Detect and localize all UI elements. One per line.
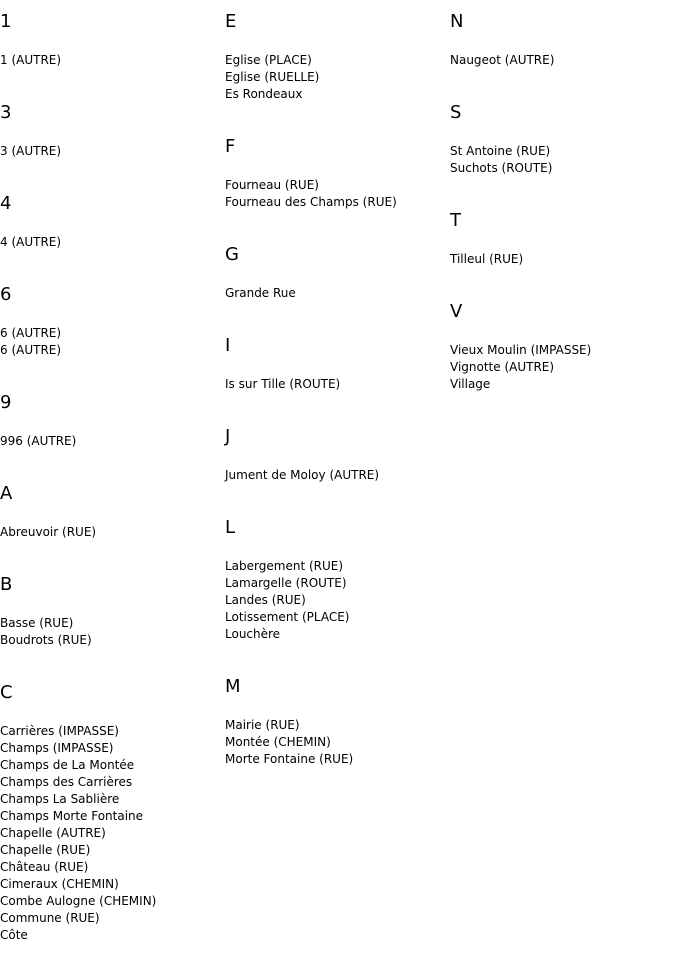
street-link[interactable]: Champs (IMPASSE) xyxy=(0,741,114,755)
street-list xyxy=(0,325,220,359)
street-link[interactable]: Eglise (RUELLE) xyxy=(225,70,320,84)
street-link[interactable]: Champs Morte Fontaine xyxy=(0,809,144,823)
street-link[interactable]: St Antoine (RUE) xyxy=(450,144,551,158)
letter-heading: J xyxy=(225,426,231,447)
index-column-1 xyxy=(0,0,220,966)
street-list xyxy=(0,433,220,450)
letter-group xyxy=(0,182,220,251)
street-link[interactable]: Abreuvoir (RUE) xyxy=(0,525,97,539)
street-list xyxy=(225,285,445,302)
letter-group xyxy=(0,273,220,359)
street-link[interactable]: Labergement (RUE) xyxy=(225,559,344,573)
street-link[interactable]: 4 (AUTRE) xyxy=(0,235,62,249)
street-link[interactable]: Fourneau (RUE) xyxy=(225,178,319,192)
street-link[interactable]: Village xyxy=(450,377,491,391)
street-list xyxy=(225,376,445,393)
letter-group xyxy=(225,415,445,484)
street-link[interactable]: Commune (RUE) xyxy=(0,911,100,925)
letter-group xyxy=(0,563,220,649)
letter-heading: N xyxy=(450,11,464,32)
street-link[interactable]: Fourneau des Champs (RUE) xyxy=(225,195,397,209)
letter-group xyxy=(450,199,670,268)
letter-heading: 4 xyxy=(0,193,12,214)
letter-group xyxy=(0,381,220,450)
letter-heading: A xyxy=(0,483,13,504)
street-list xyxy=(0,723,220,944)
letter-heading: B xyxy=(0,574,13,595)
letter-heading: G xyxy=(225,244,239,265)
street-list xyxy=(450,52,670,69)
letter-heading: F xyxy=(225,136,236,157)
street-link[interactable]: Vignotte (AUTRE) xyxy=(450,360,555,374)
street-link[interactable]: 996 (AUTRE) xyxy=(0,434,77,448)
street-link[interactable]: Louchère xyxy=(225,627,281,641)
street-link[interactable]: 3 (AUTRE) xyxy=(0,144,62,158)
street-link[interactable]: Côte xyxy=(0,928,28,942)
street-link[interactable]: Chapelle (AUTRE) xyxy=(0,826,106,840)
street-list xyxy=(225,52,445,103)
street-link[interactable]: 6 (AUTRE) xyxy=(0,343,62,357)
letter-heading: 9 xyxy=(0,392,12,413)
street-list xyxy=(450,143,670,177)
letter-heading: T xyxy=(450,210,461,231)
letter-heading: 6 xyxy=(0,284,12,305)
street-link[interactable]: Es Rondeaux xyxy=(225,87,303,101)
street-link[interactable]: Naugeot (AUTRE) xyxy=(450,53,555,67)
letter-group xyxy=(225,233,445,302)
street-list xyxy=(450,251,670,268)
letter-group xyxy=(0,0,220,69)
street-link[interactable]: Chapelle (RUE) xyxy=(0,843,91,857)
street-link[interactable]: Montée (CHEMIN) xyxy=(225,735,331,749)
street-link[interactable]: Mairie (RUE) xyxy=(225,718,300,732)
street-list xyxy=(0,615,220,649)
street-link[interactable]: Morte Fontaine (RUE) xyxy=(225,752,354,766)
street-list xyxy=(225,177,445,211)
street-link[interactable]: Lamargelle (ROUTE) xyxy=(225,576,347,590)
letter-group xyxy=(450,290,670,393)
letter-group xyxy=(225,0,445,103)
street-list xyxy=(0,524,220,541)
letter-group xyxy=(225,665,445,768)
index-column-3 xyxy=(450,0,670,415)
street-link[interactable]: Suchots (ROUTE) xyxy=(450,161,553,175)
street-list xyxy=(0,234,220,251)
index-column-2 xyxy=(225,0,445,790)
street-link[interactable]: Champs La Sablière xyxy=(0,792,120,806)
street-link[interactable]: 1 (AUTRE) xyxy=(0,53,62,67)
letter-heading: C xyxy=(0,682,13,703)
letter-heading: E xyxy=(225,11,237,32)
street-link[interactable]: Grande Rue xyxy=(225,286,296,300)
street-link[interactable]: Boudrots (RUE) xyxy=(0,633,92,647)
street-link[interactable]: Landes (RUE) xyxy=(225,593,306,607)
street-link[interactable]: Eglise (PLACE) xyxy=(225,53,312,67)
letter-heading: 1 xyxy=(0,11,12,32)
street-list xyxy=(450,342,670,393)
street-link[interactable]: Lotissement (PLACE) xyxy=(225,610,350,624)
letter-group xyxy=(225,324,445,393)
letter-group xyxy=(0,671,220,944)
street-link[interactable]: Combe Aulogne (CHEMIN) xyxy=(0,894,157,908)
letter-heading: 3 xyxy=(0,102,12,123)
street-link[interactable]: Is sur Tille (ROUTE) xyxy=(225,377,341,391)
street-link[interactable]: Jument de Moloy (AUTRE) xyxy=(225,468,380,482)
street-link[interactable]: Champs de La Montée xyxy=(0,758,135,772)
letter-group xyxy=(0,472,220,541)
letter-heading: M xyxy=(225,676,241,697)
letter-heading: V xyxy=(450,301,463,322)
letter-group xyxy=(225,125,445,211)
street-link[interactable]: Basse (RUE) xyxy=(0,616,74,630)
letter-heading: S xyxy=(450,102,462,123)
letter-group xyxy=(450,91,670,177)
street-list xyxy=(0,143,220,160)
street-link[interactable]: Château (RUE) xyxy=(0,860,89,874)
street-list xyxy=(0,52,220,69)
street-list xyxy=(225,717,445,768)
street-link[interactable]: Vieux Moulin (IMPASSE) xyxy=(450,343,592,357)
letter-heading: I xyxy=(225,335,231,356)
street-link[interactable]: Tilleul (RUE) xyxy=(450,252,524,266)
street-link[interactable]: Carrières (IMPASSE) xyxy=(0,724,119,738)
letter-heading: L xyxy=(225,517,236,538)
letter-group xyxy=(225,506,445,643)
street-list xyxy=(225,558,445,643)
street-list xyxy=(225,467,445,484)
letter-group xyxy=(0,91,220,160)
letter-group xyxy=(450,0,670,69)
street-link[interactable]: Cimeraux (CHEMIN) xyxy=(0,877,119,891)
street-link[interactable]: Champs des Carrières xyxy=(0,775,133,789)
street-link[interactable]: 6 (AUTRE) xyxy=(0,326,62,340)
